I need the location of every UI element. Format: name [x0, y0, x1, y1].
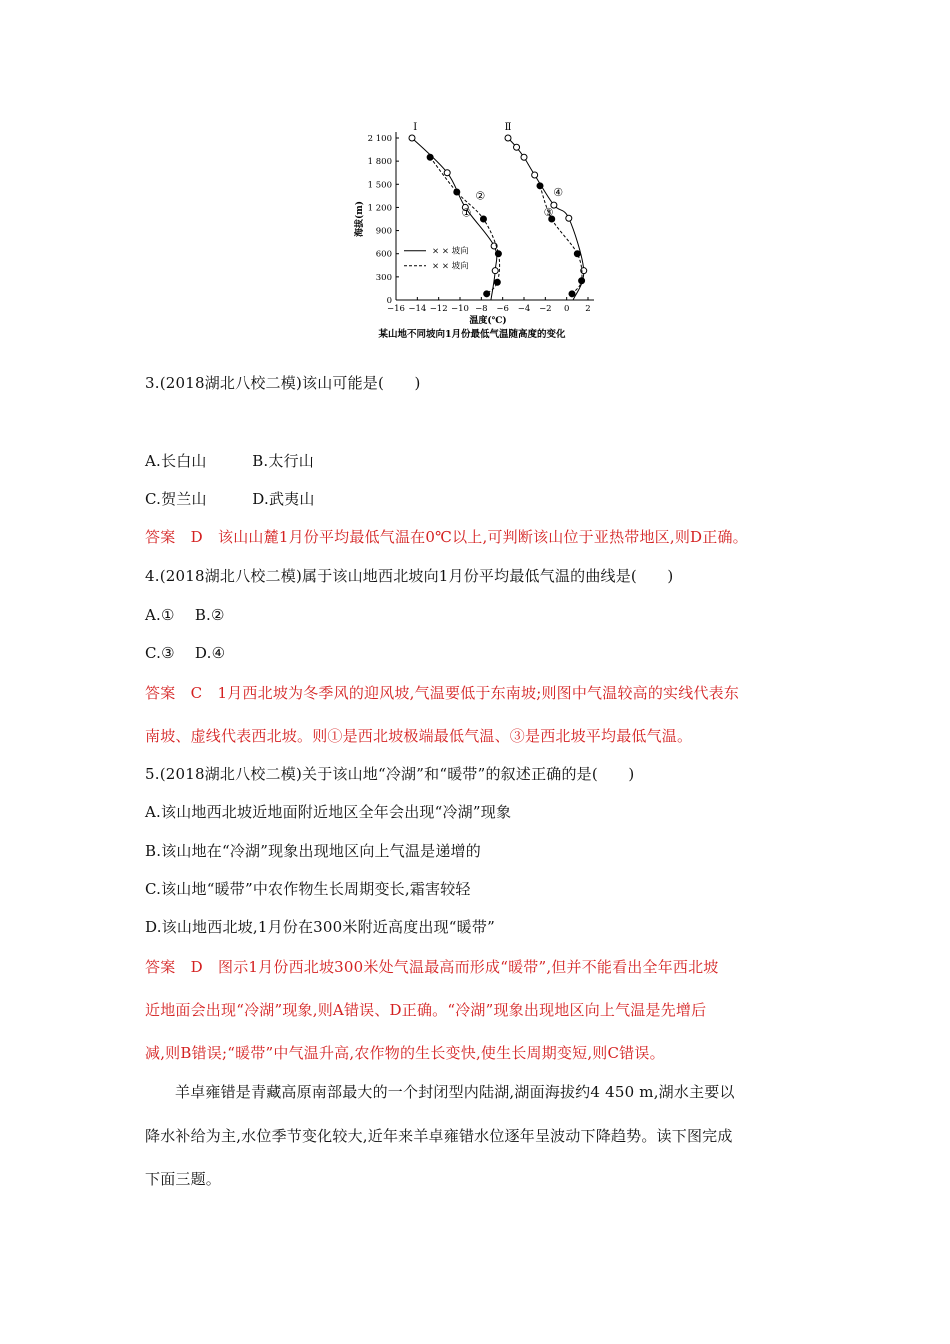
data-point [444, 170, 450, 176]
data-point [409, 135, 415, 141]
x-tick-label: 2 [585, 304, 591, 314]
y-tick-label: 2 100 [367, 134, 392, 144]
data-point [494, 279, 500, 285]
x-tick-label: −4 [517, 304, 531, 314]
x-tick-label: −16 [387, 304, 405, 314]
series-line-2 [508, 138, 584, 300]
q5-option-d: D.该山地西北坡,1月份在300米附近高度出现“暖带” [145, 918, 495, 936]
data-point [579, 278, 585, 284]
legend-label: × × 坡向 [432, 261, 469, 272]
q4-answer-line2: 南坡、虚线代表西北坡。则①是西北坡极端最低气温、③是西北坡平均最低气温。 [145, 727, 693, 745]
data-point [537, 183, 543, 189]
y-tick-label: 1 200 [367, 203, 392, 214]
x-tick-label: −6 [496, 304, 509, 314]
y-tick-label: 1 800 [367, 157, 392, 168]
series-line-3 [540, 186, 582, 294]
data-point [514, 144, 520, 150]
q3-options-ab: A.长白山 B.太行山 [145, 452, 314, 470]
data-point [480, 216, 486, 222]
data-point [454, 189, 460, 195]
q3-answer: 答案 D 该山山麓1月份平均最低气温在0℃以上,可判断该山位于亚热带地区,则D正确。 [145, 528, 748, 546]
x-tick-label: −12 [429, 304, 448, 314]
q5-answer-line1: 答案 D 图示1月份西北坡300米处气温最高而形成“暖带”,但并不能看出全年西北坡 [145, 958, 719, 976]
data-point [521, 154, 527, 160]
passage-line3: 下面三题。 [145, 1170, 222, 1188]
data-point [532, 172, 538, 178]
series-line-1 [430, 157, 499, 294]
y-tick-label: 900 [375, 226, 392, 237]
q5-answer-line2: 近地面会出现“冷湖”现象,则A错误、D正确。“冷湖”现象出现地区向上气温是先增后 [145, 1001, 707, 1019]
y-tick-label: 300 [375, 272, 392, 283]
data-point [566, 215, 572, 221]
data-point [495, 251, 501, 257]
data-point [427, 154, 433, 160]
group-label-II: Ⅱ [504, 122, 512, 133]
chart-caption: 某山地不同坡向1月份最低气温随高度的变化 [378, 329, 566, 340]
q5-answer-line3: 减,则B错误;“暖带”中气温升高,农作物的生长变快,使生长周期变短,则C错误。 [145, 1044, 665, 1062]
x-axis-label: 温度(℃) [469, 316, 507, 326]
y-tick-label: 0 [386, 296, 392, 306]
q4-options-cd: C.③ D.④ [145, 644, 226, 662]
x-tick-label: −8 [475, 304, 488, 314]
q4-answer-line1: 答案 C 1月西北坡为冬季风的迎风坡,气温要低于东南坡;则图中气温较高的实线代表东 [145, 684, 740, 702]
y-axis-label: 海拔(m) [355, 200, 365, 238]
q3-stem: 3.(2018湖北八校二模)该山可能是( ) [145, 374, 421, 392]
q5-option-a: A.该山地西北坡近地面附近地区全年会出现“冷湖”现象 [145, 803, 512, 821]
q4-stem: 4.(2018湖北八校二模)属于该山地西北坡向1月份平均最低气温的曲线是( ) [145, 567, 674, 585]
group-label-I: Ⅰ [413, 122, 418, 133]
q4-options-ab: A.① B.② [145, 606, 225, 624]
temperature-altitude-figure [350, 118, 610, 348]
q5-option-c: C.该山地“暖带”中农作物生长周期变长,霜害较轻 [145, 880, 471, 898]
data-point [569, 291, 575, 297]
curve-label: ② [475, 189, 486, 203]
q5-option-b: B.该山地在“冷湖”现象出现地区向上气温是递增的 [145, 842, 481, 860]
chart-svg [350, 118, 610, 348]
data-point [484, 291, 490, 297]
y-tick-label: 1 500 [367, 180, 392, 191]
y-tick-label: 600 [375, 249, 392, 260]
q3-options-cd: C.贺兰山 D.武夷山 [145, 490, 315, 508]
curve-label: ③ [543, 205, 554, 219]
curve-label: ① [461, 206, 472, 220]
x-tick-label: −2 [539, 304, 552, 314]
passage-line2: 降水补给为主,水位季节变化较大,近年来羊卓雍错水位逐年呈波动下降趋势。读下图完成 [145, 1127, 733, 1145]
data-point [505, 135, 511, 141]
data-point [492, 268, 498, 274]
x-tick-label: 0 [563, 304, 570, 314]
x-tick-label: −14 [408, 304, 427, 314]
curve-label: ④ [553, 185, 564, 199]
legend-label: × × 坡向 [432, 246, 469, 257]
passage-line1: 羊卓雍错是青藏高原南部最大的一个封闭型内陆湖,湖面海拔约4 450 m,湖水主要以 [175, 1083, 735, 1101]
data-point [574, 251, 580, 257]
x-tick-label: −10 [451, 304, 469, 314]
q5-stem: 5.(2018湖北八校二模)关于该山地“冷湖”和“暖带”的叙述正确的是( ) [145, 765, 635, 783]
